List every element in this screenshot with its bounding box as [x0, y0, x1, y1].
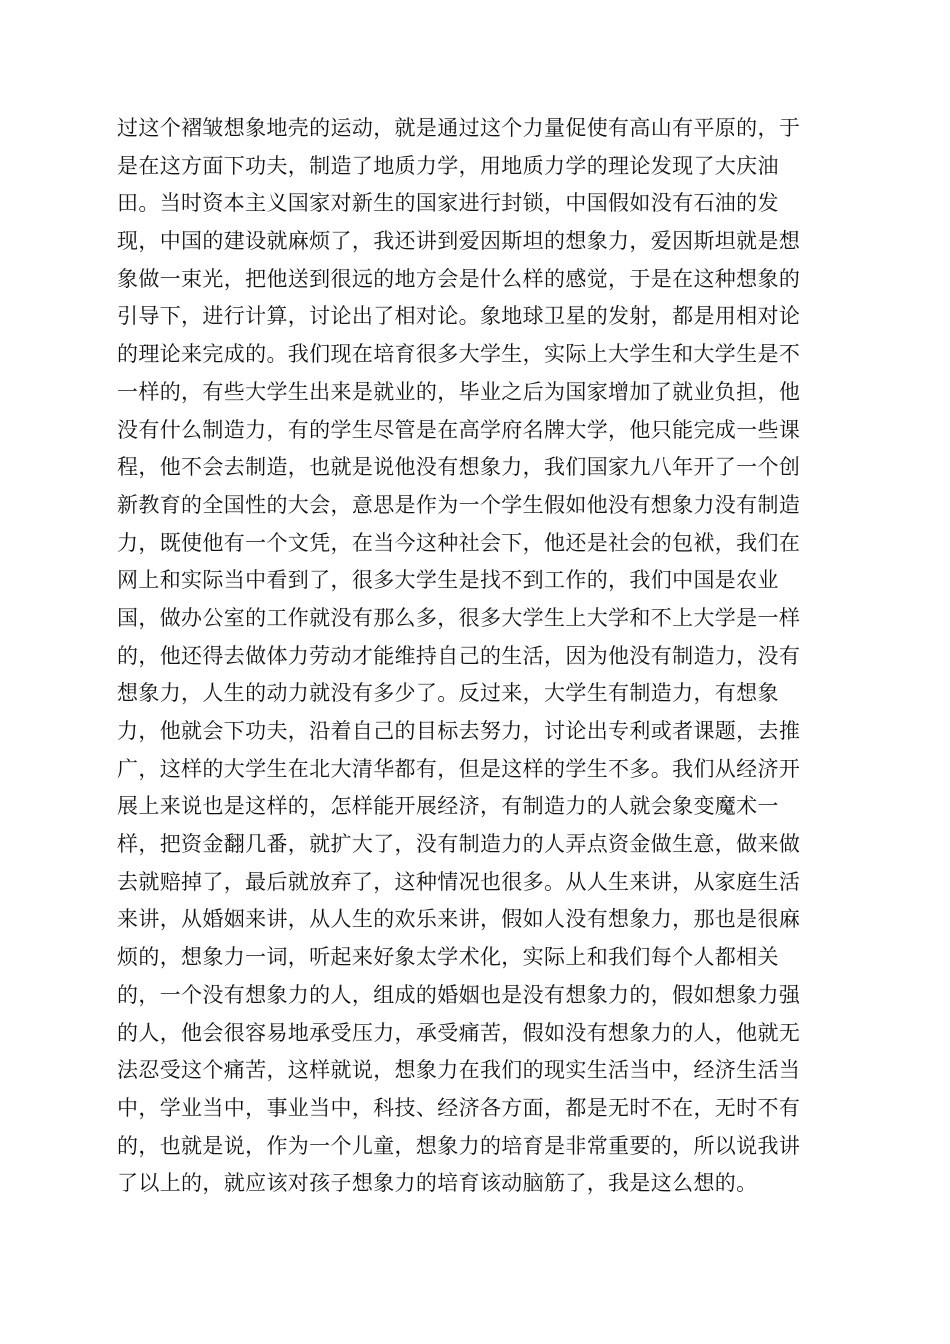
text-line-9: 没有什么制造力，有的学生尽管是在高学府名牌大学，他只能完成一些课: [117, 417, 801, 442]
text-line-2: 是在这方面下功夫，制造了地质力学，用地质力学的理论发现了大庆油: [117, 153, 779, 178]
text-line-28: 的，也就是说，作为一个儿童，想象力的培育是非常重要的，所以说我讲: [117, 1133, 801, 1158]
text-line-8: 一样的，有些大学生出来是就业的，毕业之后为国家增加了就业负担，他: [117, 379, 801, 404]
text-line-20: 样，把资金翻几番，就扩大了，没有制造力的人弄点资金做生意，做来做: [117, 832, 801, 857]
text-line-5: 象做一束光，把他送到很远的地方会是什么样的感觉，于是在这种想象的: [117, 266, 801, 291]
text-line-25: 的人，他会很容易地承受压力，承受痛苦，假如没有想象力的人，他就无: [117, 1020, 801, 1045]
text-line-27: 中，学业当中，事业当中，科技、经济各方面，都是无时不在，无时不有: [117, 1095, 801, 1120]
text-line-10: 程，他不会去制造，也就是说他没有想象力，我们国家九八年开了一个创: [117, 455, 801, 480]
text-line-24: 的，一个没有想象力的人，组成的婚姻也是没有想象力的，假如想象力强: [117, 982, 801, 1007]
text-line-12: 力，既使他有一个文凭，在当今这种社会下，他还是社会的包袱，我们在: [117, 530, 801, 555]
text-line-14: 国，做办公室的工作就没有那么多，很多大学生上大学和不上大学是一样: [117, 605, 801, 630]
text-line-16: 想象力，人生的动力就没有多少了。反过来，大学生有制造力，有想象: [117, 681, 779, 706]
text-line-22: 来讲，从婚姻来讲，从人生的欢乐来讲，假如人没有想象力，那也是很麻: [117, 907, 801, 932]
text-line-26: 法忍受这个痛苦，这样就说，想象力在我们的现实生活当中，经济生活当: [117, 1058, 801, 1083]
body-paragraph: [117, 110, 837, 1203]
text-line-29: 了以上的，就应该对孩子想象力的培育该动脑筋了，我是这么想的。: [117, 1171, 758, 1196]
text-line-13: 网上和实际当中看到了，很多大学生是找不到工作的，我们中国是农业: [117, 568, 779, 593]
text-line-21: 去就赔掉了，最后就放弃了，这种情况也很多。从人生来讲，从家庭生活: [117, 869, 801, 894]
text-line-3: 田。当时资本主义国家对新生的国家进行封锁，中国假如没有石油的发: [117, 191, 779, 216]
text-line-1: 过这个褶皱想象地壳的运动，就是通过这个力量促使有高山有平原的，于: [117, 116, 801, 140]
text-line-23: 烦的，想象力一词，听起来好象太学术化，实际上和我们每个人都相关: [117, 945, 779, 970]
text-line-11: 新教育的全国性的大会，意思是作为一个学生假如他没有想象力没有制造: [117, 492, 801, 517]
text-line-4: 现，中国的建设就麻烦了，我还讲到爱因斯坦的想象力，爱因斯坦就是想: [117, 229, 801, 254]
text-line-19: 展上来说也是这样的，怎样能开展经济，有制造力的人就会象变魔术一: [117, 794, 779, 819]
text-line-18: 广，这样的大学生在北大清华都有，但是这样的学生不多。我们从经济开: [117, 756, 801, 781]
text-line-6: 引导下，进行计算，讨论出了相对论。象地球卫星的发射，都是用相对论: [117, 304, 801, 329]
text-line-7: 的理论来完成的。我们现在培育很多大学生，实际上大学生和大学生是不: [117, 342, 801, 367]
text-line-15: 的，他还得去做体力劳动才能维持自己的生活，因为他没有制造力，没有: [117, 643, 801, 668]
text-line-17: 力，他就会下功夫，沿着自己的目标去努力，讨论出专利或者课题，去推: [117, 719, 801, 743]
